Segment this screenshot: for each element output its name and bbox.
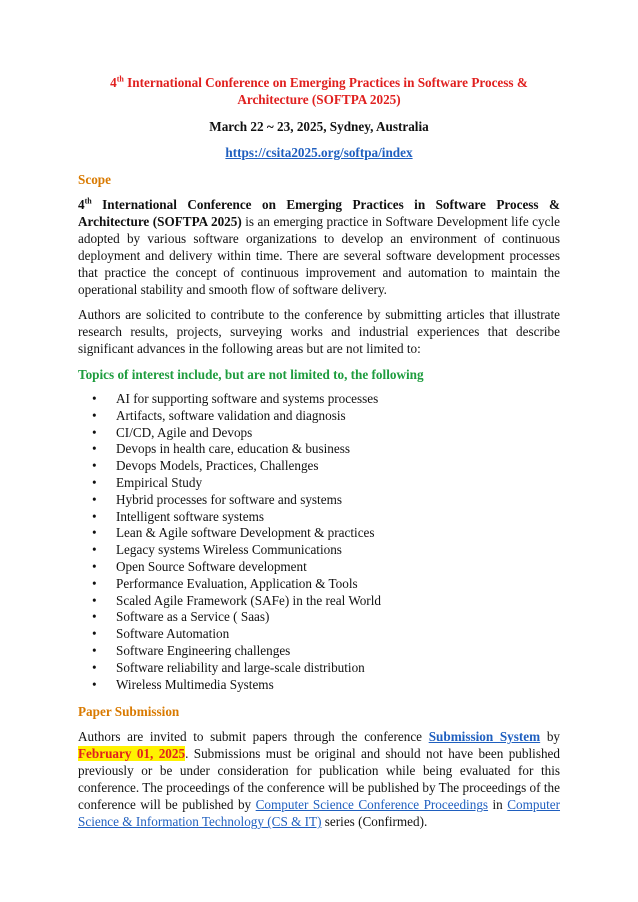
topic-label: Devops Models, Practices, Challenges — [116, 458, 319, 474]
bullet-icon: • — [92, 592, 97, 608]
scope-paragraph-1 — [78, 196, 560, 298]
topic-list-item — [78, 542, 560, 559]
topic-list-item — [78, 509, 560, 526]
bullet-icon: • — [92, 575, 97, 591]
bullet-icon: • — [92, 391, 97, 406]
topic-label: Software Automation — [116, 626, 230, 642]
topic-list-item — [78, 626, 560, 643]
topic-label: Wireless Multimedia Systems — [116, 676, 274, 692]
title-ordinal-suffix: th — [116, 74, 124, 84]
topic-list-item — [78, 441, 560, 458]
topic-label: CI/CD, Agile and Devops — [116, 424, 253, 440]
submission-paragraph — [78, 728, 560, 830]
submission-text: . Submissions must be original and should not have been published previously or be under consideration for publication while being evaluated for this conference. The proceedings of the conference will be published by The proceedings of the conference will be published by — [78, 746, 560, 813]
topic-label: Software reliability and large-scale distribution — [116, 659, 365, 675]
bullet-icon: • — [92, 508, 97, 524]
topic-list-item — [78, 609, 560, 626]
bullet-icon: • — [92, 626, 97, 642]
topic-label: Lean & Agile software Development & practices — [116, 525, 375, 541]
bullet-icon: • — [92, 474, 97, 490]
scope-paragraph-1-text: is an emerging practice in Software Development life cycle adopted by various software organizations to develop an environment of continuous deployment and delivery within time. There are several software development processes that practice the concept of continuous improvement and automation to maintain the operational stability and smooth flow of software delivery. — [78, 214, 561, 297]
submission-text: by — [540, 729, 561, 745]
bullet-icon: • — [92, 676, 97, 692]
bullet-icon: • — [92, 542, 97, 558]
bullet-icon: • — [92, 407, 97, 423]
bullet-icon: • — [92, 525, 97, 541]
submission-text: series (Confirmed). — [321, 814, 428, 830]
topic-label: Hybrid processes for software and systems — [116, 491, 342, 507]
scope-heading: Scope — [78, 172, 111, 187]
topics-heading: Topics of interest include, but are not limited to, the following — [78, 367, 424, 382]
conference-url-line — [78, 144, 560, 161]
bullet-icon: • — [92, 458, 97, 474]
bullet-icon: • — [92, 609, 97, 625]
topics-list — [78, 391, 560, 693]
submission-deadline: February 01, 2025 — [78, 746, 186, 762]
scope-conference-name: International Conference on Emerging Practices in Software Process & Architecture (SOFTPA 2025) — [78, 197, 560, 229]
topic-list-item — [78, 475, 560, 492]
submission-text: in — [488, 797, 508, 813]
topic-list-item — [78, 677, 560, 694]
bullet-icon: • — [92, 441, 97, 457]
proceedings-link[interactable]: Computer Science Conference Proceedings — [255, 797, 489, 813]
topic-label: Software Engineering challenges — [116, 642, 291, 658]
topic-list-item — [78, 643, 560, 660]
title-text: International Conference on Emerging Practices in Software Process & Architecture (SOFTPA 2025) — [123, 75, 528, 107]
topic-list-item — [78, 559, 560, 576]
conference-dates-location: March 22 ~ 23, 2025, Sydney, Australia — [209, 119, 429, 134]
topic-label: Artifacts, software validation and diagnosis — [116, 407, 346, 423]
scope-paragraph-2: Authors are solicited to contribute to the conference by submitting articles that illustrate research results, projects, surveying works and industrial experiences that describe significant advances in the following areas but are not limited to: — [78, 307, 560, 356]
bullet-icon: • — [92, 424, 97, 440]
topic-list-item — [78, 660, 560, 677]
submission-heading: Paper Submission — [78, 704, 180, 720]
topic-list-item — [78, 458, 560, 475]
topic-label: Empirical Study — [116, 474, 203, 490]
scope-ordinal-number: 4 — [78, 197, 85, 212]
topic-list-item — [78, 525, 560, 542]
series-link[interactable]: Computer Science & Information Technology (CS & IT) — [78, 797, 561, 830]
bullet-icon: • — [92, 642, 97, 658]
bullet-icon: • — [92, 659, 97, 675]
bullet-icon: • — [92, 491, 97, 507]
topic-label: Performance Evaluation, Application & Tools — [116, 575, 358, 591]
scope-ordinal-suffix: th — [84, 196, 92, 206]
submission-text: Authors are invited to submit papers through the conference — [78, 729, 429, 745]
topic-list-item — [78, 391, 560, 408]
topic-label: Software as a Service ( Saas) — [116, 609, 270, 625]
conference-title — [78, 74, 560, 108]
topic-list-item — [78, 593, 560, 610]
bullet-icon: • — [92, 558, 97, 574]
topic-label: Devops in health care, education & business — [116, 441, 351, 457]
topic-label: Intelligent software systems — [116, 508, 264, 524]
conference-url-link[interactable]: https://csita2025.org/softpa/index — [225, 145, 413, 160]
topic-label: AI for supporting software and systems processes — [116, 391, 379, 406]
document-page — [78, 74, 560, 830]
topic-list-item — [78, 408, 560, 425]
topic-label: Legacy systems Wireless Communications — [116, 542, 342, 558]
topic-label: Open Source Software development — [116, 558, 307, 574]
topic-list-item — [78, 492, 560, 509]
topic-list-item — [78, 576, 560, 593]
topic-list-item — [78, 425, 560, 442]
submission-system-link[interactable]: Submission System — [428, 729, 541, 745]
title-ordinal-number: 4 — [110, 75, 117, 90]
topic-label: Scaled Agile Framework (SAFe) in the real World — [116, 592, 381, 608]
